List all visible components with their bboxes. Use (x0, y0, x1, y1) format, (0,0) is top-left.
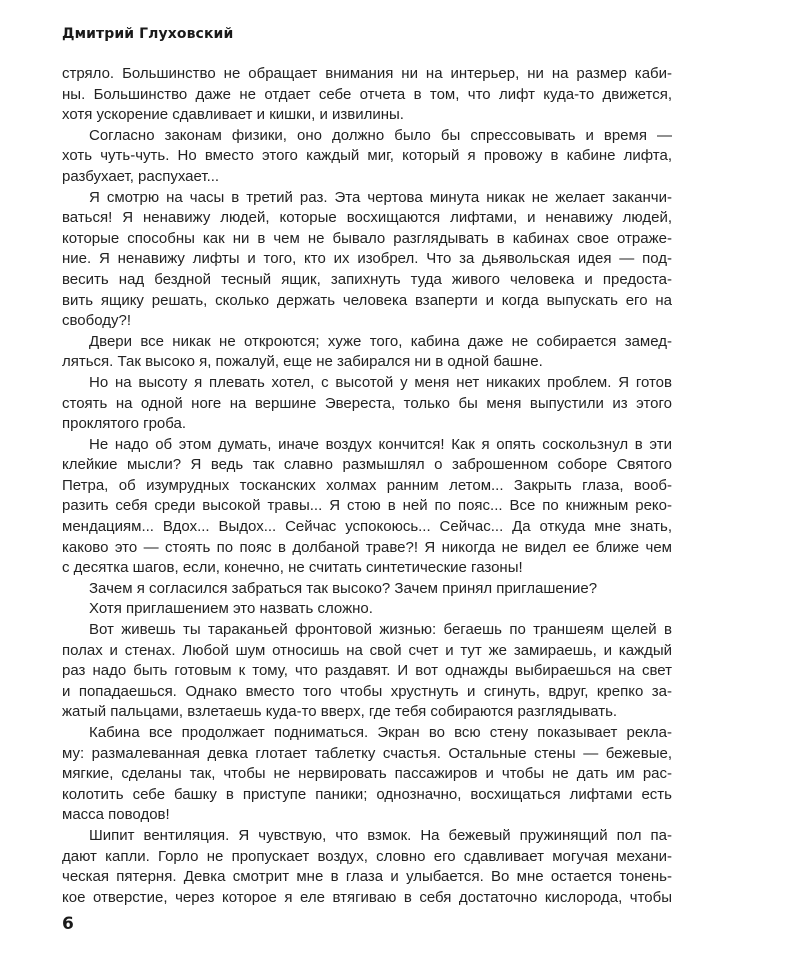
text-line: Кабина все продолжает подниматься. Экран во всю стену показывает рекла- (89, 724, 672, 741)
text-line: с десятка шагов, если, конечно, не считать синтетические газоны! (62, 559, 523, 577)
text-line: весить над бездной тесный ящик, запихнуть туда живого человека и предоста- (62, 270, 672, 288)
text-line: му: размалеванная девка глотает таблетку счастья. Остальные стены — бежевые, (62, 744, 672, 762)
text-line: Хотя приглашением это назвать сложно. (89, 600, 373, 618)
text-line: мягкие, сделаны так, чтобы не нервировать пассажиров и чтобы не дать им рас- (62, 765, 672, 783)
text-line: Зачем я согласился забраться так высоко? Зачем принял приглашение? (89, 579, 598, 597)
running-head-author: Дмитрий Глуховский (62, 26, 234, 42)
text-line: полах и стенах. Любой шум относишь на свой счет и тут же замираешь, и каждый (62, 641, 672, 659)
text-line: масса поводов! (62, 806, 170, 824)
text-line: каково это — стоять по пояс в долбаной траве?! Я никогда не видел ее ближе чем (62, 538, 672, 556)
text-line: стряло. Большинство не обращает внимания ни на интерьер, ни на размер каби- (62, 65, 672, 82)
text-line: вить ящику решать, сколько держать человека взаперти и когда выпускать его на (62, 291, 672, 309)
text-line: хоть чуть-чуть. Но вместо этого каждый миг, который я провожу в кабине лифта, (62, 147, 672, 165)
text-line: Двери все никак не откроются; хуже того, кабина даже не собирается замед- (89, 332, 672, 350)
text-line: ляться. Так высоко я, пожалуй, еще не забирался ни в одной башне. (62, 353, 543, 371)
page-number: 6 (62, 914, 74, 934)
text-line: ческая пятерня. Девка смотрит мне в глаза и улыбается. Во мне остается тонень- (62, 868, 672, 886)
text-line: Но на высоту я плевать хотел, с высотой у меня нет никаких проблем. Я готов (89, 373, 672, 391)
text-line: жатый пальцами, взлетаешь куда-то вверх, где тебя собираются разглядывать. (62, 703, 618, 721)
text-line: которые способны как ни в чем не бывало разглядывать в кабинах свое отраже- (62, 229, 672, 247)
text-line: Согласно законам физики, оно должно было бы спрессовывать и время — (89, 126, 672, 144)
text-line: колотить себе башку в приступе паники; однозначно, восхищаться лифтами есть (62, 785, 672, 803)
text-line: Я смотрю на часы в третий раз. Эта чертова минута никак не желает заканчи- (89, 188, 672, 206)
text-line: Вот живешь ты тараканьей фронтовой жизнью: бегаешь по траншеям щелей в (89, 621, 672, 639)
text-line: ваться! Я ненавижу людей, которые восхищаются лифтами, и ненавижу людей, (62, 209, 672, 227)
text-line: ны. Большинство даже не отдает себе отчета в том, что лифт куда-то движется, (62, 85, 672, 103)
text-line: дают капли. Горло не пропускает воздух, словно его сдавливает могучая механи- (62, 847, 672, 865)
text-line: разить себя среди высокой травы... Я стою в ней по пояс... Все по книжным реко- (62, 497, 672, 515)
text-line: стоять на одной ноге на вершине Эвереста, только бы меня выпустили из этого (62, 394, 672, 412)
text-line: Петра, об изумрудных тосканских холмах ранним летом... Закрыть глаза, вооб- (62, 476, 672, 494)
text-line: ние. Я ненавижу лифты и того, кто их изобрел. Что за дьявольская идея — под- (62, 250, 672, 268)
text-line: свободу?! (62, 312, 132, 330)
body-text (62, 64, 672, 908)
text-line: клейкие мысли? Я ведь так славно размышлял о заброшенном соборе Святого (62, 456, 672, 474)
text-line: мендациям... Вдох... Выдох... Сейчас успокоюсь... Сейчас... Да откуда мне знать, (62, 518, 672, 536)
text-line: Не надо об этом думать, иначе воздух кончится! Как я опять соскользнул в эти (89, 435, 672, 453)
text-line: проклятого гроба. (62, 415, 187, 433)
text-line: и попадаешься. Однако вместо того чтобы хрустнуть и сгинуть, вдруг, крепко за- (62, 682, 672, 700)
text-line: раз надо быть готовым к тому, что раздавят. И вот однажды выбираешься на свет (62, 662, 672, 680)
text-line: Шипит вентиляция. Я чувствую, что взмок. На бежевый пружинящий пол па- (89, 826, 672, 844)
text-line: разбухает, распухает... (62, 167, 220, 185)
text-line: кое отверстие, через которое я еле втягиваю в себя достаточно кислорода, чтобы (62, 888, 672, 906)
text-line: хотя ускорение сдавливает и кишки, и извилины. (62, 106, 404, 124)
